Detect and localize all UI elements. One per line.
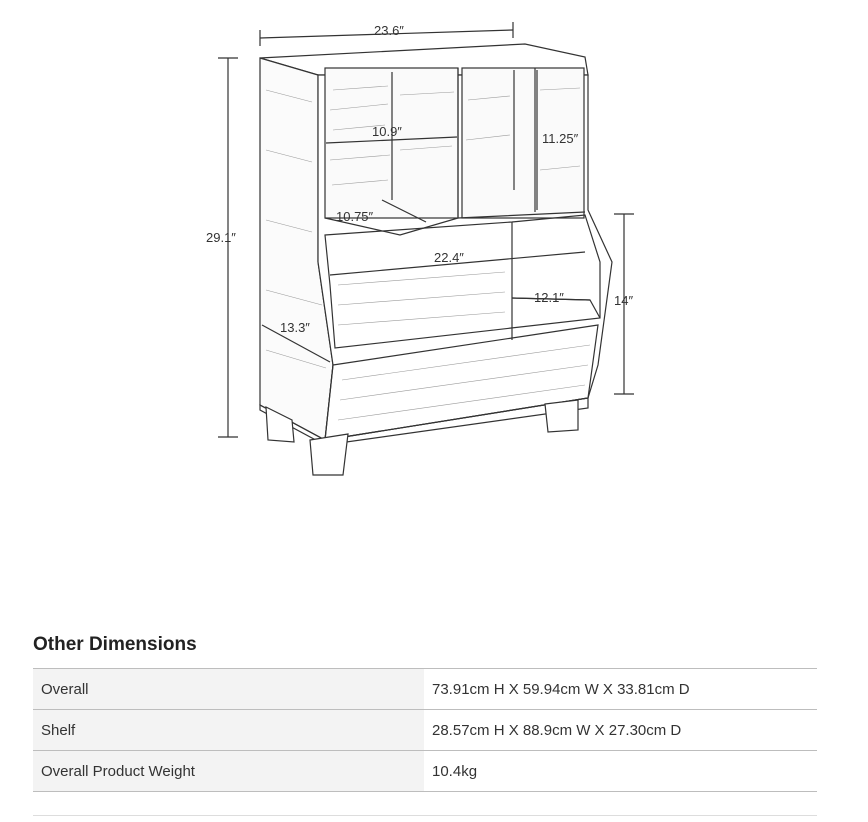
bottom-divider [33, 815, 817, 816]
row-value: 28.57cm H X 88.9cm W X 27.30cm D [424, 710, 817, 751]
table-row [33, 669, 817, 710]
table-row [33, 751, 817, 792]
top-cubby-height-label: 11.25″ [542, 131, 579, 146]
width-label: 23.6″ [374, 23, 404, 38]
side-depth-label: 13.3″ [280, 320, 310, 335]
height-label: 29.1″ [206, 230, 236, 245]
row-label: Overall Product Weight [33, 751, 424, 792]
row-label: Shelf [33, 710, 424, 751]
leg-front-left [310, 434, 348, 475]
dimensions-table [33, 668, 817, 792]
top-cubby-depth-label: 10.75″ [336, 209, 374, 224]
bin-depth-label: 12.1″ [534, 290, 564, 305]
bin-width-label: 22.4″ [434, 250, 464, 265]
top-cubby-width-label: 10.9″ [372, 124, 402, 139]
table-row [33, 710, 817, 751]
section-title: Other Dimensions [33, 634, 197, 655]
row-value: 10.4kg [424, 751, 817, 792]
row-value: 73.91cm H X 59.94cm W X 33.81cm D [424, 669, 817, 710]
leg-front-right [545, 400, 578, 432]
bin-height-label: 14″ [614, 293, 634, 308]
row-label: Overall [33, 669, 424, 710]
